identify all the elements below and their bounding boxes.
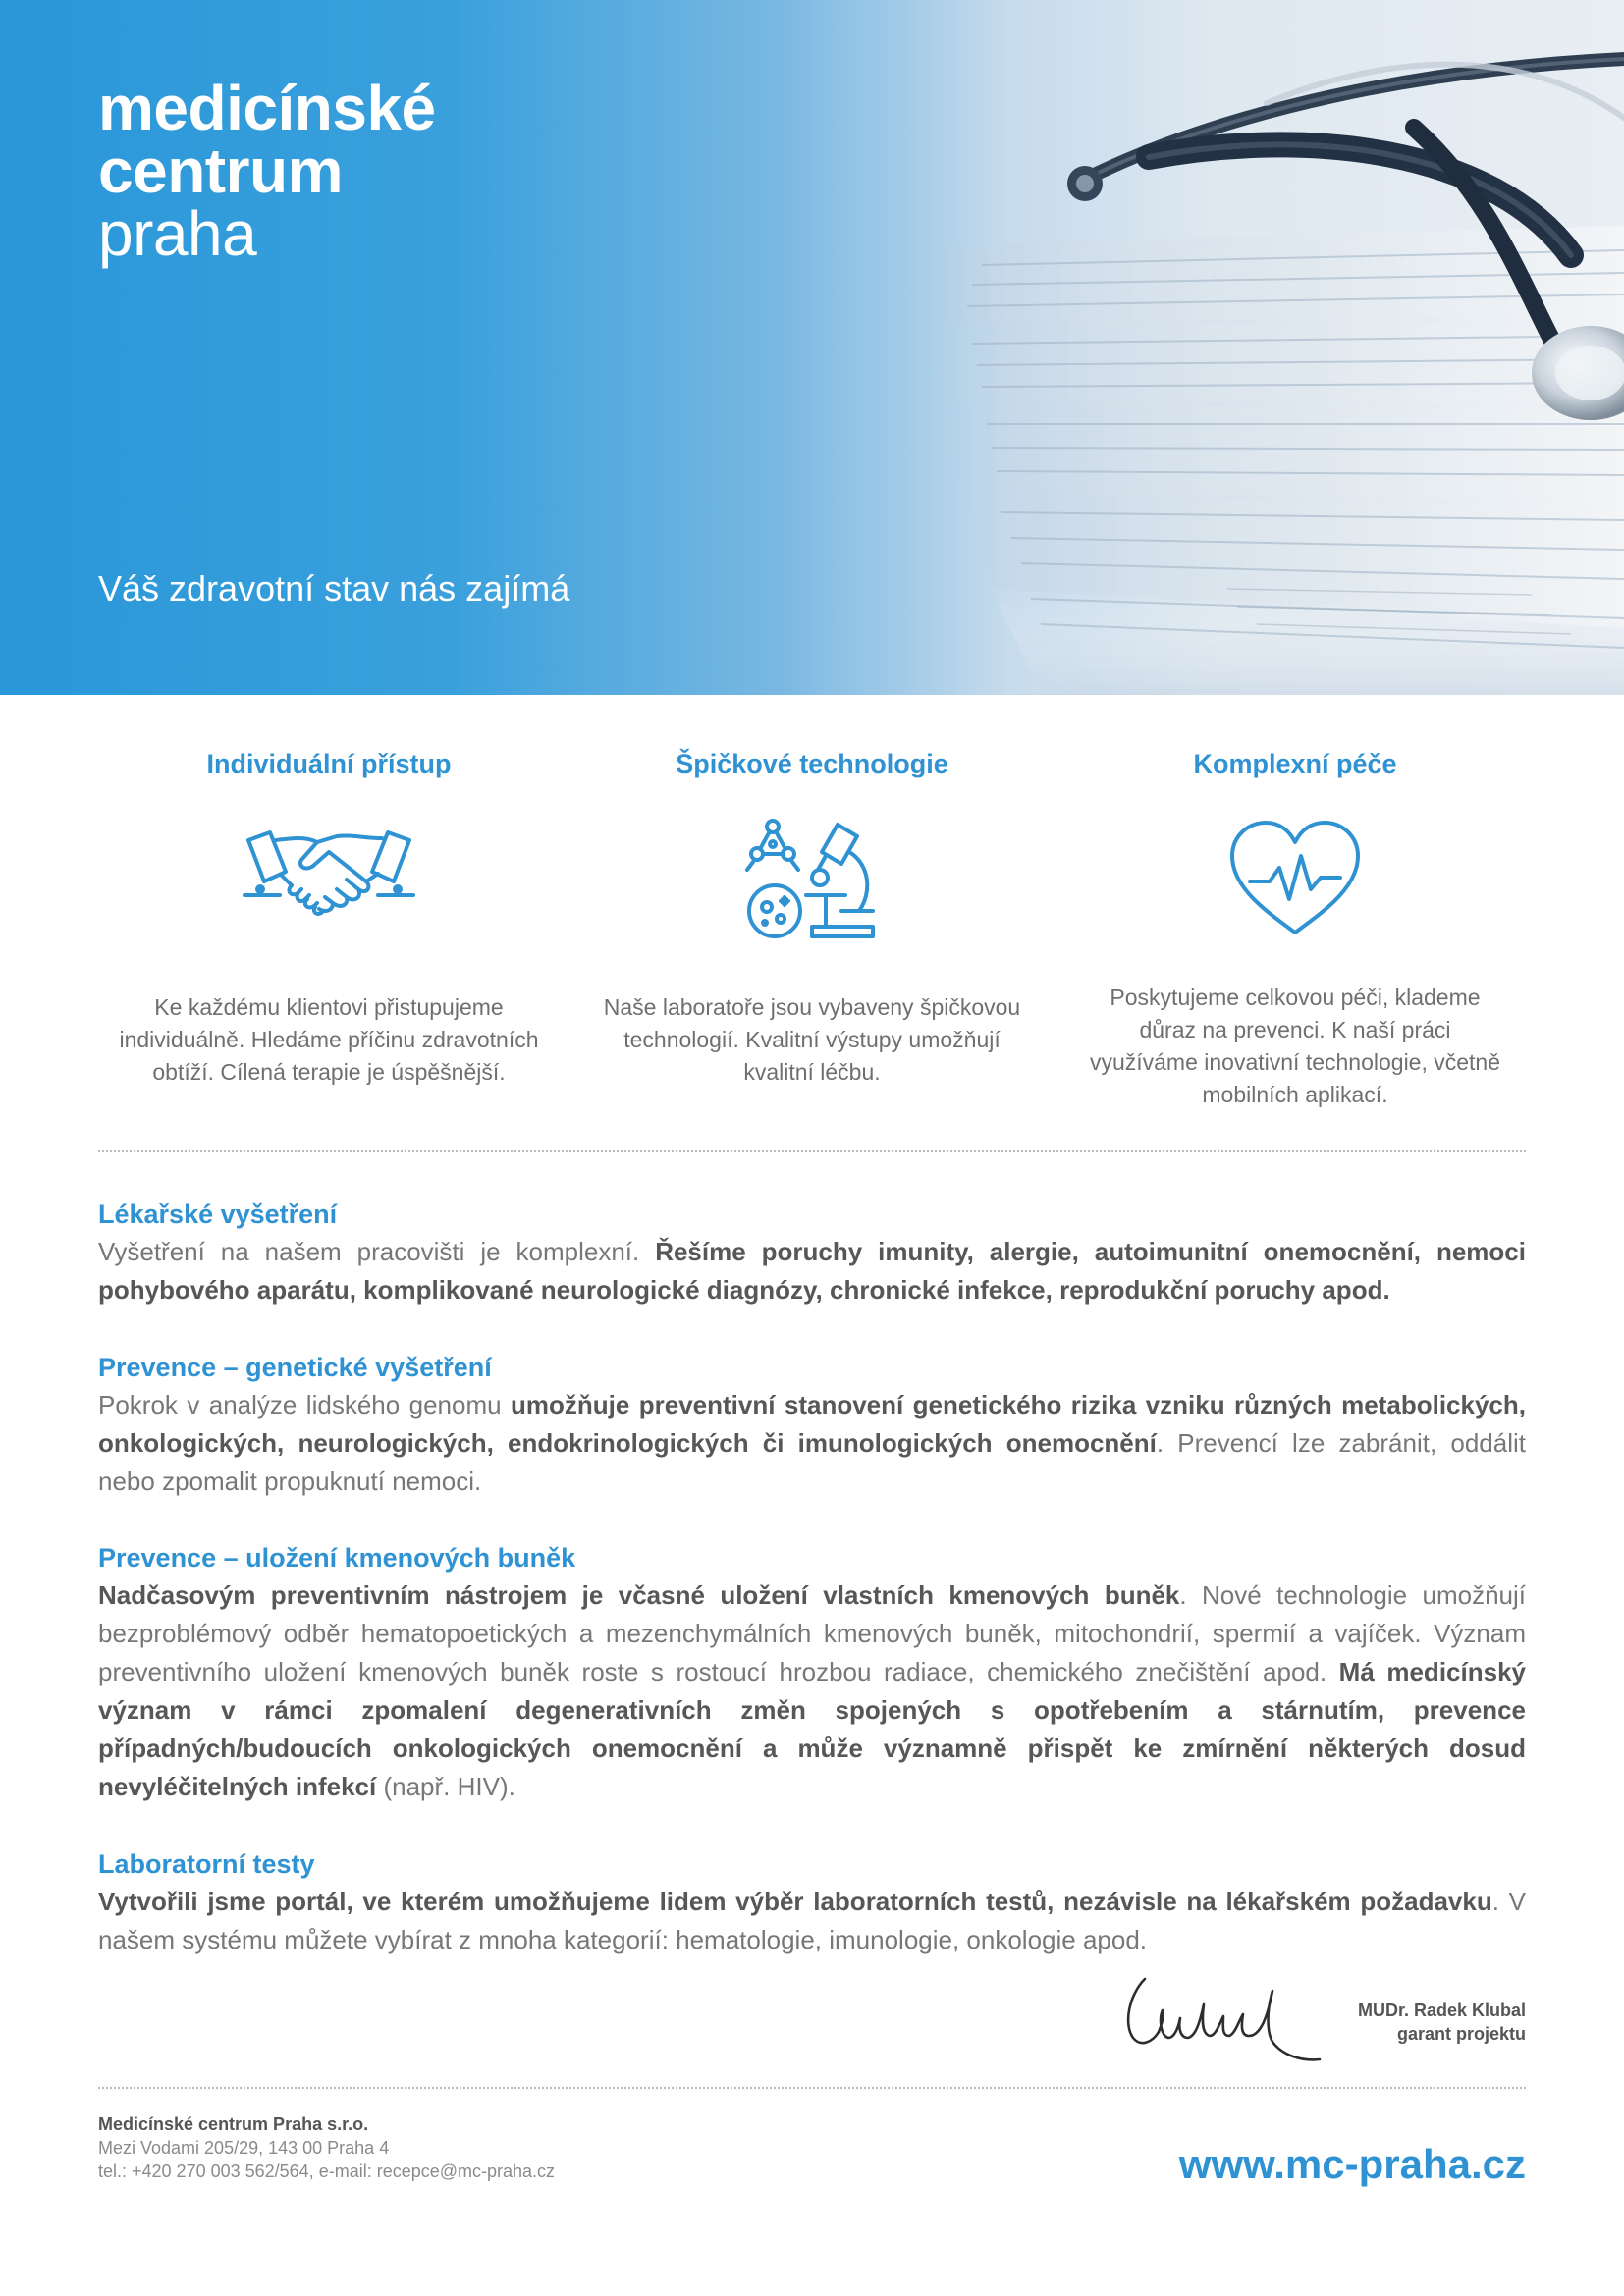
logo (98, 73, 436, 269)
microscope-icon (743, 817, 881, 954)
feature-title: Komplexní péče (1193, 749, 1397, 778)
feature-technology (581, 746, 1043, 1089)
signature-name: MUDr. Radek Klubal (1357, 2001, 1526, 2020)
feature-complex-care (1064, 746, 1526, 1111)
logo-line-2: centrum (98, 135, 343, 206)
section-genetic-prevention (98, 1349, 1526, 1501)
section-title: Prevence – uložení kmenových buněk (98, 1543, 576, 1573)
handshake-icon (241, 817, 417, 954)
feature-text: Poskytujeme celkovou péči, klademe důraz na prevenci. K naší práci využíváme inovativní technologie, včetně mobilních aplikací. (1089, 985, 1501, 1107)
feature-title: Špičkové technologie (676, 749, 948, 778)
address: Mezi Vodami 205/29, 143 00 Praha 4 (98, 2138, 390, 2158)
section-title: Prevence – genetické vyšetření (98, 1353, 492, 1382)
section-text: Nadčasovým preventivním nástrojem je včasné uložení vlastních kmenových buněk. Nové technologie umožňují bezproblémový odběr hematopoetických a mezenchymálních kmenových buněk, mitochondrií, spermií a vajíček. Význam preventivního uložení kmenových buněk roste s rostoucí hrozbou radiace, chemického znečištění apod. Má medicínský význam v rámci zpomalení degenerativních změn spojených s opotřebením a stárnutím, prevence případných/budoucích onkologických onemocnění a může významně přispět ke zmírnění některých dosud nevyléčitelných infekcí (např. HIV). (98, 1580, 1526, 1801)
footer-contact (98, 2112, 785, 2183)
section-text: Vytvořili jsme portál, ve kterém umožňujeme lidem výběr laboratorních testů, nezávisle na lékařském požadavku. V našem systému můžete vybírat z mnoha kategorií: hematologie, imunologie, onkologie apod. (98, 1887, 1526, 1954)
section-title: Laboratorní testy (98, 1849, 315, 1879)
feature-text: Naše laboratoře jsou vybaveny špičkovou technologií. Kvalitní výstupy umožňují kvalitní léčbu. (603, 994, 1021, 1085)
section-stem-cells (98, 1539, 1526, 1806)
section-lab-tests (98, 1845, 1526, 1959)
section-text: Pokrok v analýze lidského genomu umožňuje preventivní stanovení genetického rizika vzniku různých metabolických, onkologických, neurologických, endokrinologických či imunologických onemocnění. Prevencí lze zabránit, oddálit nebo zpomalit propuknutí nemoci. (98, 1390, 1526, 1496)
company-name: Medicínské centrum Praha s.r.o. (98, 2114, 369, 2134)
divider (98, 1150, 1526, 1152)
heart-pulse-icon (1226, 817, 1364, 944)
hero-banner (0, 0, 1624, 695)
divider (98, 2087, 1526, 2089)
section-text: Vyšetření na našem pracovišti je komplexní. Řešíme poruchy imunity, alergie, autoimunitní onemocnění, nemoci pohybového aparátu, komplikované neurologické diagnózy, chronické infekce, reprodukční poruchy apod. (98, 1237, 1526, 1305)
website-link[interactable]: www.mc-praha.cz (1178, 2141, 1526, 2187)
contact-line: tel.: +420 270 003 562/564, e-mail: recepce@mc-praha.cz (98, 2162, 556, 2181)
logo-line-3: praha (98, 198, 257, 269)
features-row (98, 746, 1526, 1119)
feature-text: Ke každému klientovi přistupujeme individuálně. Hledáme příčinu zdravotních obtíží. Cílená terapie je úspěšnější. (119, 994, 539, 1085)
logo-line-1: medicínské (98, 73, 436, 143)
signature-role: garant projektu (1396, 2024, 1526, 2044)
tagline: Váš zdravotní stav nás zajímá (98, 568, 570, 609)
section-medical-exam (98, 1196, 1526, 1309)
feature-title: Individuální přístup (206, 749, 452, 778)
section-title: Lékařské vyšetření (98, 1200, 338, 1229)
feature-individual (98, 746, 560, 1089)
signature-caption (1227, 1999, 1526, 2046)
